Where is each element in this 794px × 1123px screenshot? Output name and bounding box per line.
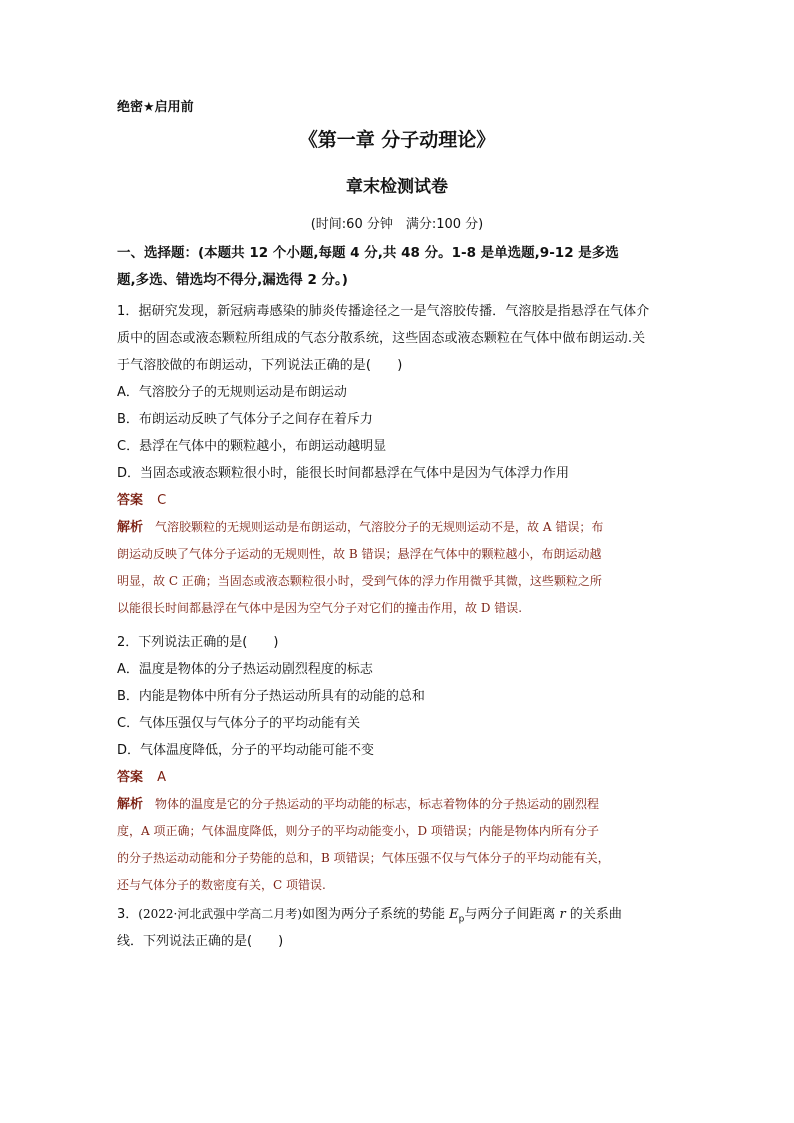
page-title: 《第一章 分子动理论》 (298, 129, 496, 151)
explanation-text: 物体的温度是它的分子热运动的平均动能的标志，标志着物体的分子热运动的剧烈程 (155, 797, 600, 811)
question-1 (117, 298, 683, 622)
explanation-line (117, 514, 683, 541)
question-stem-line: 质中的固态或液态颗粒所组成的气态分散系统，这些固态或液态颗粒在气体中做布朗运动.关 (117, 331, 646, 346)
option-d: D．当固态或液态颗粒很小时，能很长时间都悬浮在气体中是因为气体浮力作用 (117, 466, 570, 481)
potential-energy-symbol: E (449, 907, 459, 922)
answer-value: A (157, 770, 167, 785)
explanation-line: 朗运动反映了气体分子运动的无规则性，故 B 错误；悬浮在气体中的颗粒越小，布朗运动越 (117, 547, 602, 561)
question-text: 如图为两分子系统的势能 (302, 907, 450, 922)
explanation-text: 气溶胶颗粒的无规则运动是布朗运动，气溶胶分子的无规则运动不是，故 A 错误；布 (155, 520, 604, 534)
question-number: 3． (117, 907, 139, 922)
option-d: D．气体温度降低，分子的平均动能可能不变 (117, 743, 375, 758)
confidential-mark: 绝密★启用前 (117, 100, 194, 115)
option-c: C．气体压强仅与气体分子的平均动能有关 (117, 716, 361, 731)
option-a: A．温度是物体的分子热运动剧烈程度的标志 (117, 662, 373, 677)
explanation-line: 明显，故 C 正确；当固态或液态颗粒很小时，受到气体的浮力作用微乎其微，这些颗粒之所 (117, 574, 602, 588)
answer-row (117, 487, 683, 514)
question-stem-line (117, 901, 683, 928)
answer-row (117, 764, 683, 791)
question-2 (117, 629, 683, 899)
section-heading-line: 题,多选、错选均不得分,漏选得 2 分。) (117, 272, 348, 288)
option-b: B．内能是物体中所有分子热运动所具有的动能的总和 (117, 689, 425, 704)
question-stem-line: 2．下列说法正确的是( ) (117, 635, 279, 650)
question-stem-line: 1．据研究发现，新冠病毒感染的肺炎传播途径之一是气溶胶传播．气溶胶是指悬浮在气体介 (117, 304, 650, 319)
question-text: 的关系曲 (565, 907, 622, 922)
question-stem-line: 线．下列说法正确的是( ) (117, 934, 284, 949)
question-source: (2022·河北武强中学高二月考) (138, 907, 302, 921)
explanation-line: 还与气体分子的数密度有关，C 项错误. (117, 878, 326, 892)
explanation-label: 解析 (117, 797, 144, 812)
explanation-line: 的分子热运动动能和分子势能的总和，B 项错误；气体压强不仅与气体分子的平均动能有关， (117, 851, 610, 865)
section-heading (117, 240, 683, 294)
answer-label: 答案 (117, 493, 144, 508)
question-stem-line: 于气溶胶做的布朗运动，下列说法正确的是( ) (117, 358, 403, 373)
answer-label: 答案 (117, 770, 144, 785)
explanation-line: 以能很长时间都悬浮在气体中是因为空气分子对它们的撞击作用，故 D 错误. (117, 601, 523, 615)
distance-symbol: r (559, 907, 566, 922)
question-3 (117, 901, 683, 955)
time-info: (时间:60 分钟 满分:100 分) (310, 217, 484, 232)
page-subtitle: 章末检测试卷 (346, 177, 448, 197)
explanation-label: 解析 (117, 520, 144, 535)
question-text: 与两分子间距离 (464, 907, 560, 922)
option-a: A．气溶胶分子的无规则运动是布朗运动 (117, 385, 347, 400)
option-c: C．悬浮在气体中的颗粒越小，布朗运动越明显 (117, 439, 387, 454)
explanation-line: 度，A 项正确；气体温度降低，则分子的平均动能变小，D 项错误；内能是物体内所有分子 (117, 824, 599, 838)
option-b: B．布朗运动反映了气体分子之间存在着斥力 (117, 412, 373, 427)
potential-energy-subscript: p (458, 914, 465, 925)
answer-value: C (157, 493, 167, 508)
section-heading-line: 一、选择题：(本题共 12 个小题,每题 4 分,共 48 分。1-8 是单选题,9-12 是多选 (117, 245, 619, 261)
explanation-line (117, 791, 683, 818)
